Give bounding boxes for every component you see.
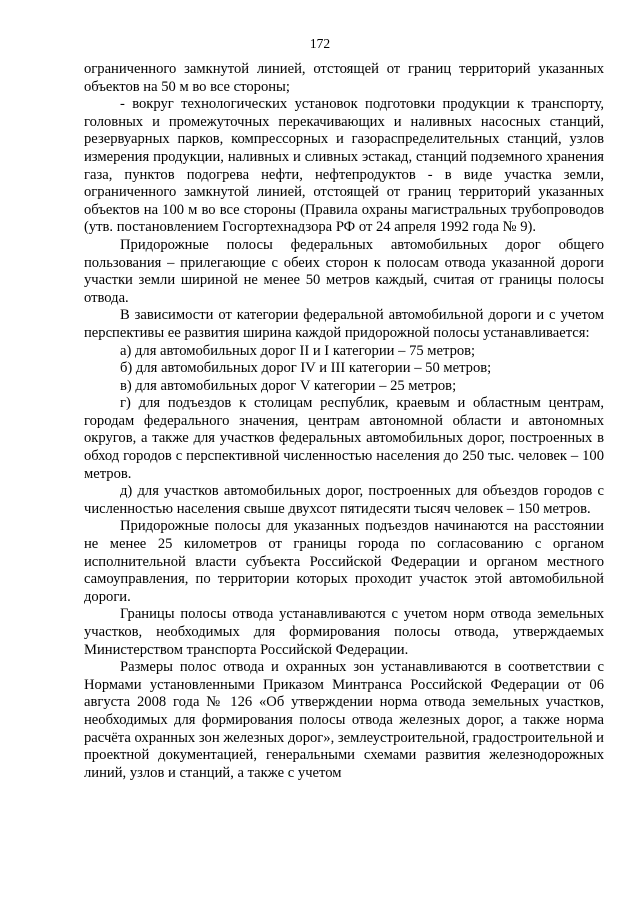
list-item-g: г) для подъездов к столицам республик, краевым и областным центрам, городам федерального значения, центрам автономной области и автономных округов, а также для участков федеральных автомобильных дорог, построенных в обход городов с перспективной численностью населения до 250 тыс. человек – 100 метров. [84,395,604,482]
paragraph-continuation: ограниченного замкнутой линией, отстоящей от границ территорий указанных объектов на 50 м во все стороны; [84,61,604,95]
paragraph-roadside-strips: Придорожные полосы федеральных автомобильных дорог общего пользования – прилегающие с обеих сторон к полосам отвода указанной дороги участки земли шириной не менее 50 метров каждый, считая от границы полосы отвода. [84,236,604,306]
list-item-a: а) для автомобильных дорог II и I категории – 75 метров; [120,342,476,359]
paragraph-approach-strips: Придорожные полосы для указанных подъездов начинаются на расстоянии не менее 25 километров от границы города по согласованию с органом исполнительной власти субъекта Российской Федерации и органом местного самоуправления, по территории которых проходит участок этой автомобильной дороги. [84,518,604,605]
page-number: 172 [309,36,331,51]
paragraph-zone-sizes: Размеры полос отвода и охранных зон устанавливаются в соответствии с Нормами установленными Приказом Минтранса Российской Федерации от 06 августа 2008 года № 126 «Об утверждении норма отвода земельных участков, необходимых для формирования полосы отвода железных дорог, а также норма расчёта охранных зон железных дорог», землеустроительной, градостроительной и проектной документацией, генеральными схемами развития железнодорожных линий, узлов и станций, а также с учетом [84,659,604,781]
paragraph-technological-installations: - вокруг технологических установок подготовки продукции к транспорту, головных и промежуточных перекачивающих и наливных насосных станций, резервуарных парков, компрессорных и газораспределительных станций, узлов измерения продукции, наливных и сливных эстакад, станций подземного хранения газа, пунктов подогрева нефти, нефтепродуктов - в виде участка земли, ограниченного замкнутой линией, отстоящей от границ территорий указанных объектов на 100 м во все стороны (Правила охраны магистральных трубопроводов (утв. постановлением Госгортехнадзора РФ от 24 апреля 1992 года № 9). [84,96,604,236]
paragraph-right-of-way-boundaries: Границы полосы отвода устанавливаются с учетом норм отвода земельных участков, необходимых для формирования полосы отвода, утверждаемых Министерством транспорта Российской Федерации. [84,606,604,658]
paragraph-strip-width-intro: В зависимости от категории федеральной автомобильной дороги и с учетом перспективы ее развития ширина каждой придорожной полосы устанавливается: [84,307,604,341]
list-item-v: в) для автомобильных дорог V категории – 25 метров; [120,377,457,394]
list-item-d: д) для участков автомобильных дорог, построенных для объездов городов с численностью населения свыше двухсот пятидесяти тысяч человек – 150 метров. [84,483,604,517]
list-item-b: б) для автомобильных дорог IV и III категории – 50 метров; [120,360,492,377]
document-body [84,61,604,782]
